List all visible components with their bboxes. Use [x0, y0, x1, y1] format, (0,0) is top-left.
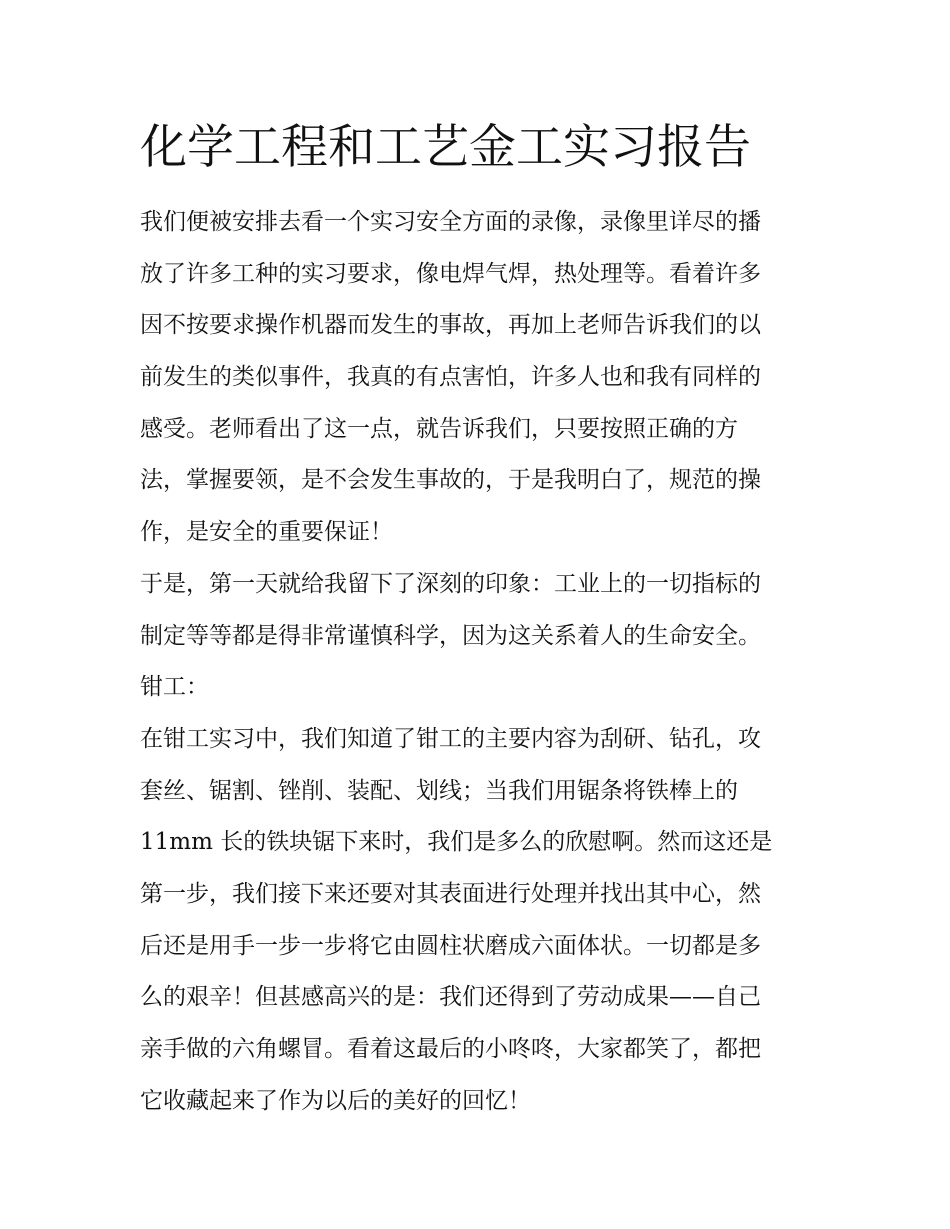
body-line: 放了许多工种的实习要求，像电焊气焊，热处理等。看着许多 [140, 260, 761, 287]
body-line: 11mm 长的铁块锯下来时，我们是多么的欣慰啊。然而这还是 [140, 829, 773, 856]
body-line: 我们便被安排去看一个实习安全方面的录像，录像里详尽的播 [140, 209, 761, 235]
document-body [140, 200, 820, 1130]
body-line: 作，是安全的重要保证！ [140, 519, 393, 546]
body-line: 在钳工实习中，我们知道了钳工的主要内容为刮研、钻孔，攻 [140, 725, 761, 752]
document-title: 化学工程和工艺金工实习报告 [140, 120, 751, 175]
body-line: 套丝、锯割、锉削、装配、划线；当我们用锯条将铁棒上的 [140, 777, 738, 804]
body-line: 制定等等都是得非常谨慎科学，因为这关系着人的生命安全。 [140, 622, 761, 649]
body-line: 么的艰辛！但甚感高兴的是：我们还得到了劳动成果——自己 [140, 984, 761, 1011]
body-line: 它收藏起来了作为以后的美好的回忆！ [140, 1087, 531, 1114]
section-heading: 钳工： [140, 674, 209, 701]
body-line: 因不按要求操作机器而发生的事故，再加上老师告诉我们的以 [140, 312, 761, 339]
body-line: 亲手做的六角螺冒。看着这最后的小咚咚，大家都笑了，都把 [140, 1036, 761, 1062]
body-line: 前发生的类似事件，我真的有点害怕，许多人也和我有同样的 [140, 364, 761, 391]
body-line: 后还是用手一步一步将它由圆柱状磨成六面体状。一切都是多 [140, 932, 761, 959]
body-line: 第一步，我们接下来还要对其表面进行处理并找出其中心，然 [140, 880, 761, 907]
body-line: 感受。老师看出了这一点，就告诉我们，只要按照正确的方 [140, 415, 738, 442]
body-line: 法，掌握要领，是不会发生事故的，于是我明白了，规范的操 [140, 467, 761, 494]
body-line: 于是，第一天就给我留下了深刻的印象：工业上的一切指标的 [140, 570, 761, 597]
